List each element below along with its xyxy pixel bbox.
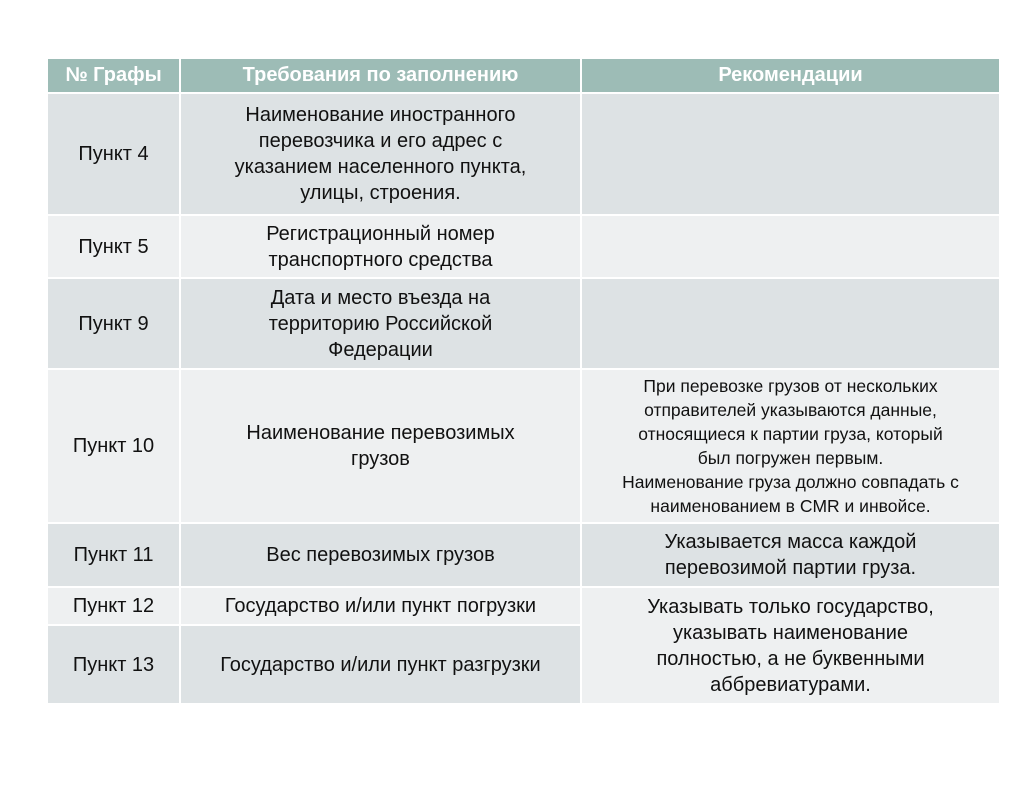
requirement-text: Вес перевозимых грузов <box>266 544 495 566</box>
recommendation-text: Указывается масса каждой перевозимой партии груза. <box>664 531 917 579</box>
table-row <box>47 215 1000 278</box>
table-header-row <box>47 58 1000 93</box>
requirement-text: Государство и/или пункт погрузки <box>224 595 537 617</box>
requirement-cell <box>180 278 581 369</box>
table-row <box>47 278 1000 369</box>
recommendation-text: При перевозке грузов от нескольких отправителей указываются данные, относящиеся к партии груза, который был погружен первым. Наименование груза должно совпадать с наименованием в CMR и инвойсе. <box>622 376 959 516</box>
row-number-cell: Пункт 10 <box>47 369 180 523</box>
requirement-text: Наименование иностранного перевозчика и его адрес с указанием населенного пункта, улицы, строения. <box>234 104 527 204</box>
requirement-cell <box>180 523 581 587</box>
requirement-text: Государство и/или пункт разгрузки <box>220 653 541 676</box>
column-header-graph-number: № Графы <box>47 58 180 93</box>
row-number-cell: Пункт 13 <box>47 625 180 704</box>
row-number-cell: Пункт 11 <box>47 523 180 587</box>
recommendation-cell <box>581 369 1000 523</box>
table-row <box>47 93 1000 215</box>
requirement-text: Дата и место въезда на территорию Российской Федерации <box>268 286 493 361</box>
recommendation-cell <box>581 587 1000 704</box>
requirement-cell <box>180 93 581 215</box>
table-row <box>47 369 1000 523</box>
row-number-cell: Пункт 4 <box>47 93 180 215</box>
row-number-cell: Пункт 12 <box>47 587 180 625</box>
table-row <box>47 587 1000 625</box>
row-number-cell: Пункт 5 <box>47 215 180 278</box>
requirement-cell <box>180 215 581 278</box>
recommendation-cell <box>581 215 1000 278</box>
table-row <box>47 523 1000 587</box>
recommendation-cell <box>581 523 1000 587</box>
recommendation-cell <box>581 278 1000 369</box>
recommendation-text: Указывать только государство, указывать наименование полностью, а не буквенными аббревиатурами. <box>647 595 934 696</box>
row-number-cell: Пункт 9 <box>47 278 180 369</box>
requirement-cell <box>180 625 581 704</box>
requirement-cell <box>180 587 581 625</box>
column-header-recommendations: Рекомендации <box>581 58 1000 93</box>
recommendation-cell <box>581 93 1000 215</box>
requirements-table <box>46 57 1001 705</box>
requirement-cell <box>180 369 581 523</box>
requirement-text: Наименование перевозимых грузов <box>246 422 515 470</box>
requirement-text: Регистрационный номер транспортного средства <box>266 222 495 271</box>
column-header-requirements: Требования по заполнению <box>180 58 581 93</box>
